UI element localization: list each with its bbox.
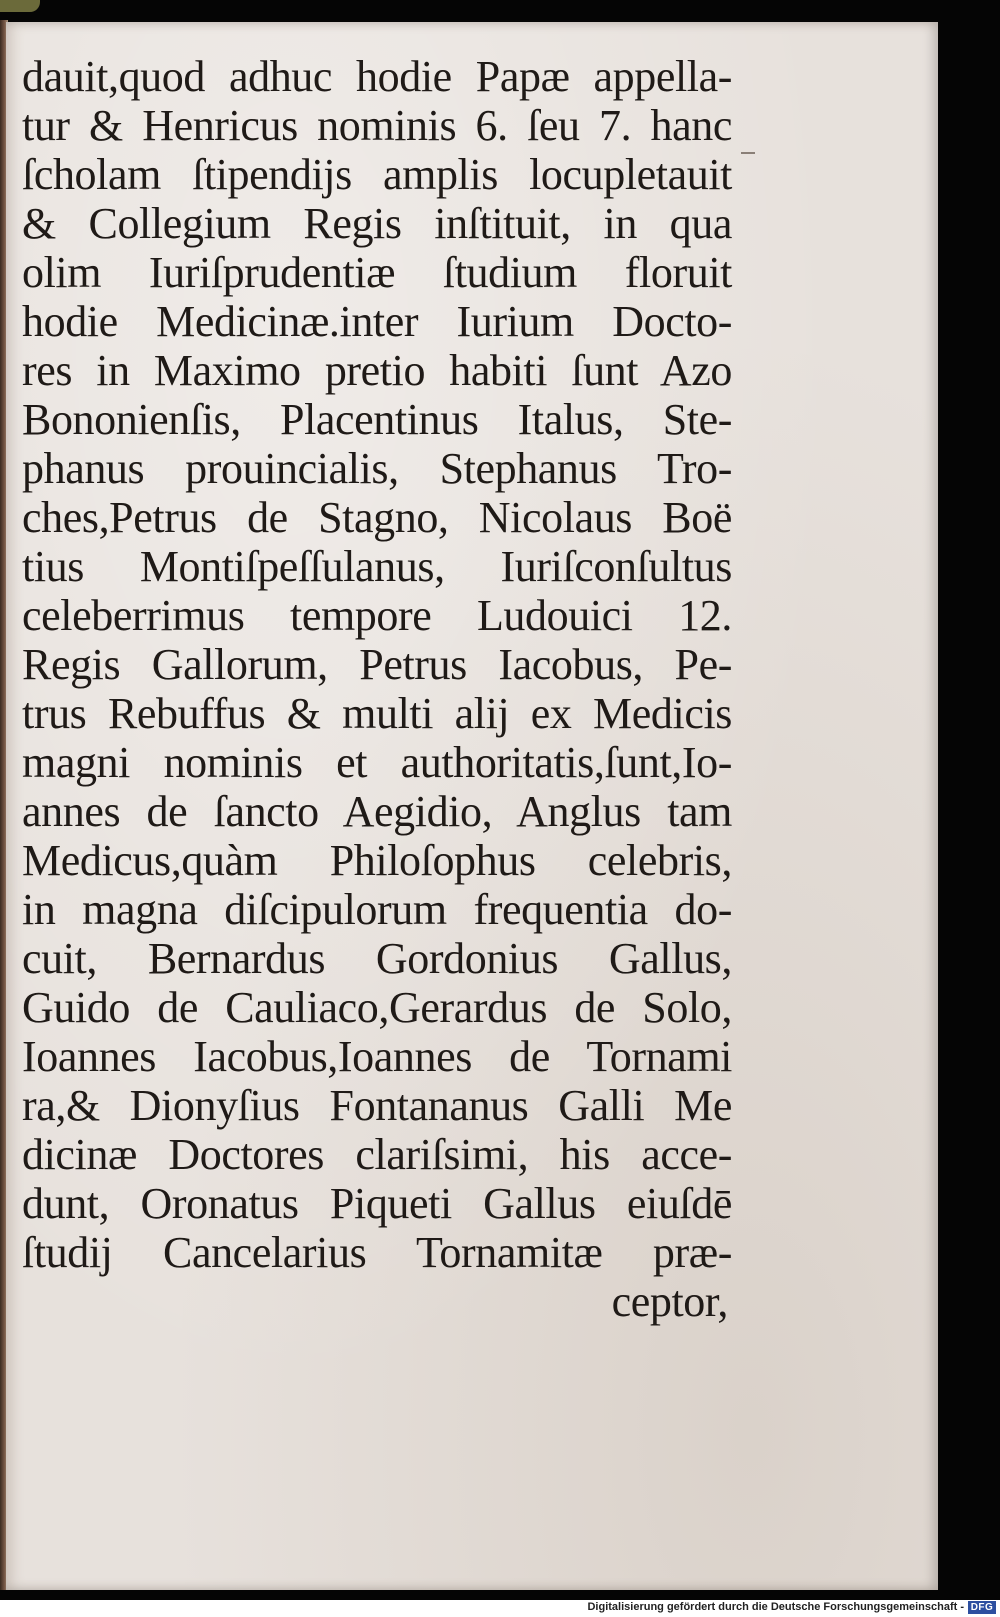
- text-line: res in Maximo pretio habiti ſunt Azo: [22, 346, 732, 395]
- text-line: ches,Petrus de Stagno, Nicolaus Boë: [22, 493, 732, 542]
- text-line: dicinæ Doctores clariſsimi, his acce-: [22, 1130, 732, 1179]
- text-line: Regis Gallorum, Petrus Iacobus, Pe-: [22, 640, 732, 689]
- text-line: Medicus,quàm Philoſophus celebris,: [22, 836, 732, 885]
- text-line: Guido de Cauliaco,Gerardus de Solo,: [22, 983, 732, 1032]
- text-line: & Collegium Regis inſtituit, in qua: [22, 199, 732, 248]
- text-line: dunt, Oronatus Piqueti Gallus eiuſdē: [22, 1179, 732, 1228]
- book-edge-top: [0, 0, 40, 12]
- page-text-block: [22, 52, 732, 1326]
- text-line: dauit,quod adhuc hodie Papæ appella-: [22, 52, 732, 101]
- text-line: Bononienſis, Placentinus Italus, Ste-: [22, 395, 732, 444]
- text-line: ſcholam ſtipendijs amplis locupletauit: [22, 150, 732, 199]
- text-line: cuit, Bernardus Gordonius Gallus,: [22, 934, 732, 983]
- text-line: celeberrimus tempore Ludouici 12.: [22, 591, 732, 640]
- text-line: annes de ſancto Aegidio, Anglus tam: [22, 787, 732, 836]
- book-page: [6, 22, 938, 1590]
- margin-mark: [741, 152, 755, 154]
- dfg-logo-icon: DFG: [968, 1601, 996, 1614]
- text-line: hodie Medicinæ.inter Iurium Docto-: [22, 297, 732, 346]
- text-line: ra,& Dionyſius Fontananus Galli Me: [22, 1081, 732, 1130]
- text-line: tur & Henricus nominis 6. ſeu 7. hanc: [22, 101, 732, 150]
- text-line: magni nominis et authoritatis,ſunt,Io-: [22, 738, 732, 787]
- funding-credit: Digitalisierung gefördert durch die Deutsche Forschungsgemeinschaft -: [587, 1601, 964, 1613]
- text-line: olim Iuriſprudentiæ ſtudium floruit: [22, 248, 732, 297]
- catchword: ceptor,: [611, 1277, 728, 1326]
- text-line: Ioannes Iacobus,Ioannes de Tornami: [22, 1032, 732, 1081]
- text-line: trus Rebuffus & multi alij ex Medicis: [22, 689, 732, 738]
- text-line: in magna diſcipulorum frequentia do-: [22, 885, 732, 934]
- digitization-footer: [0, 1600, 1000, 1617]
- text-line: ſtudij Cancelarius Tornamitæ præ-: [22, 1228, 732, 1277]
- text-line: tius Montiſpeſſulanus, Iuriſconſultus: [22, 542, 732, 591]
- text-line: phanus prouincialis, Stephanus Tro-: [22, 444, 732, 493]
